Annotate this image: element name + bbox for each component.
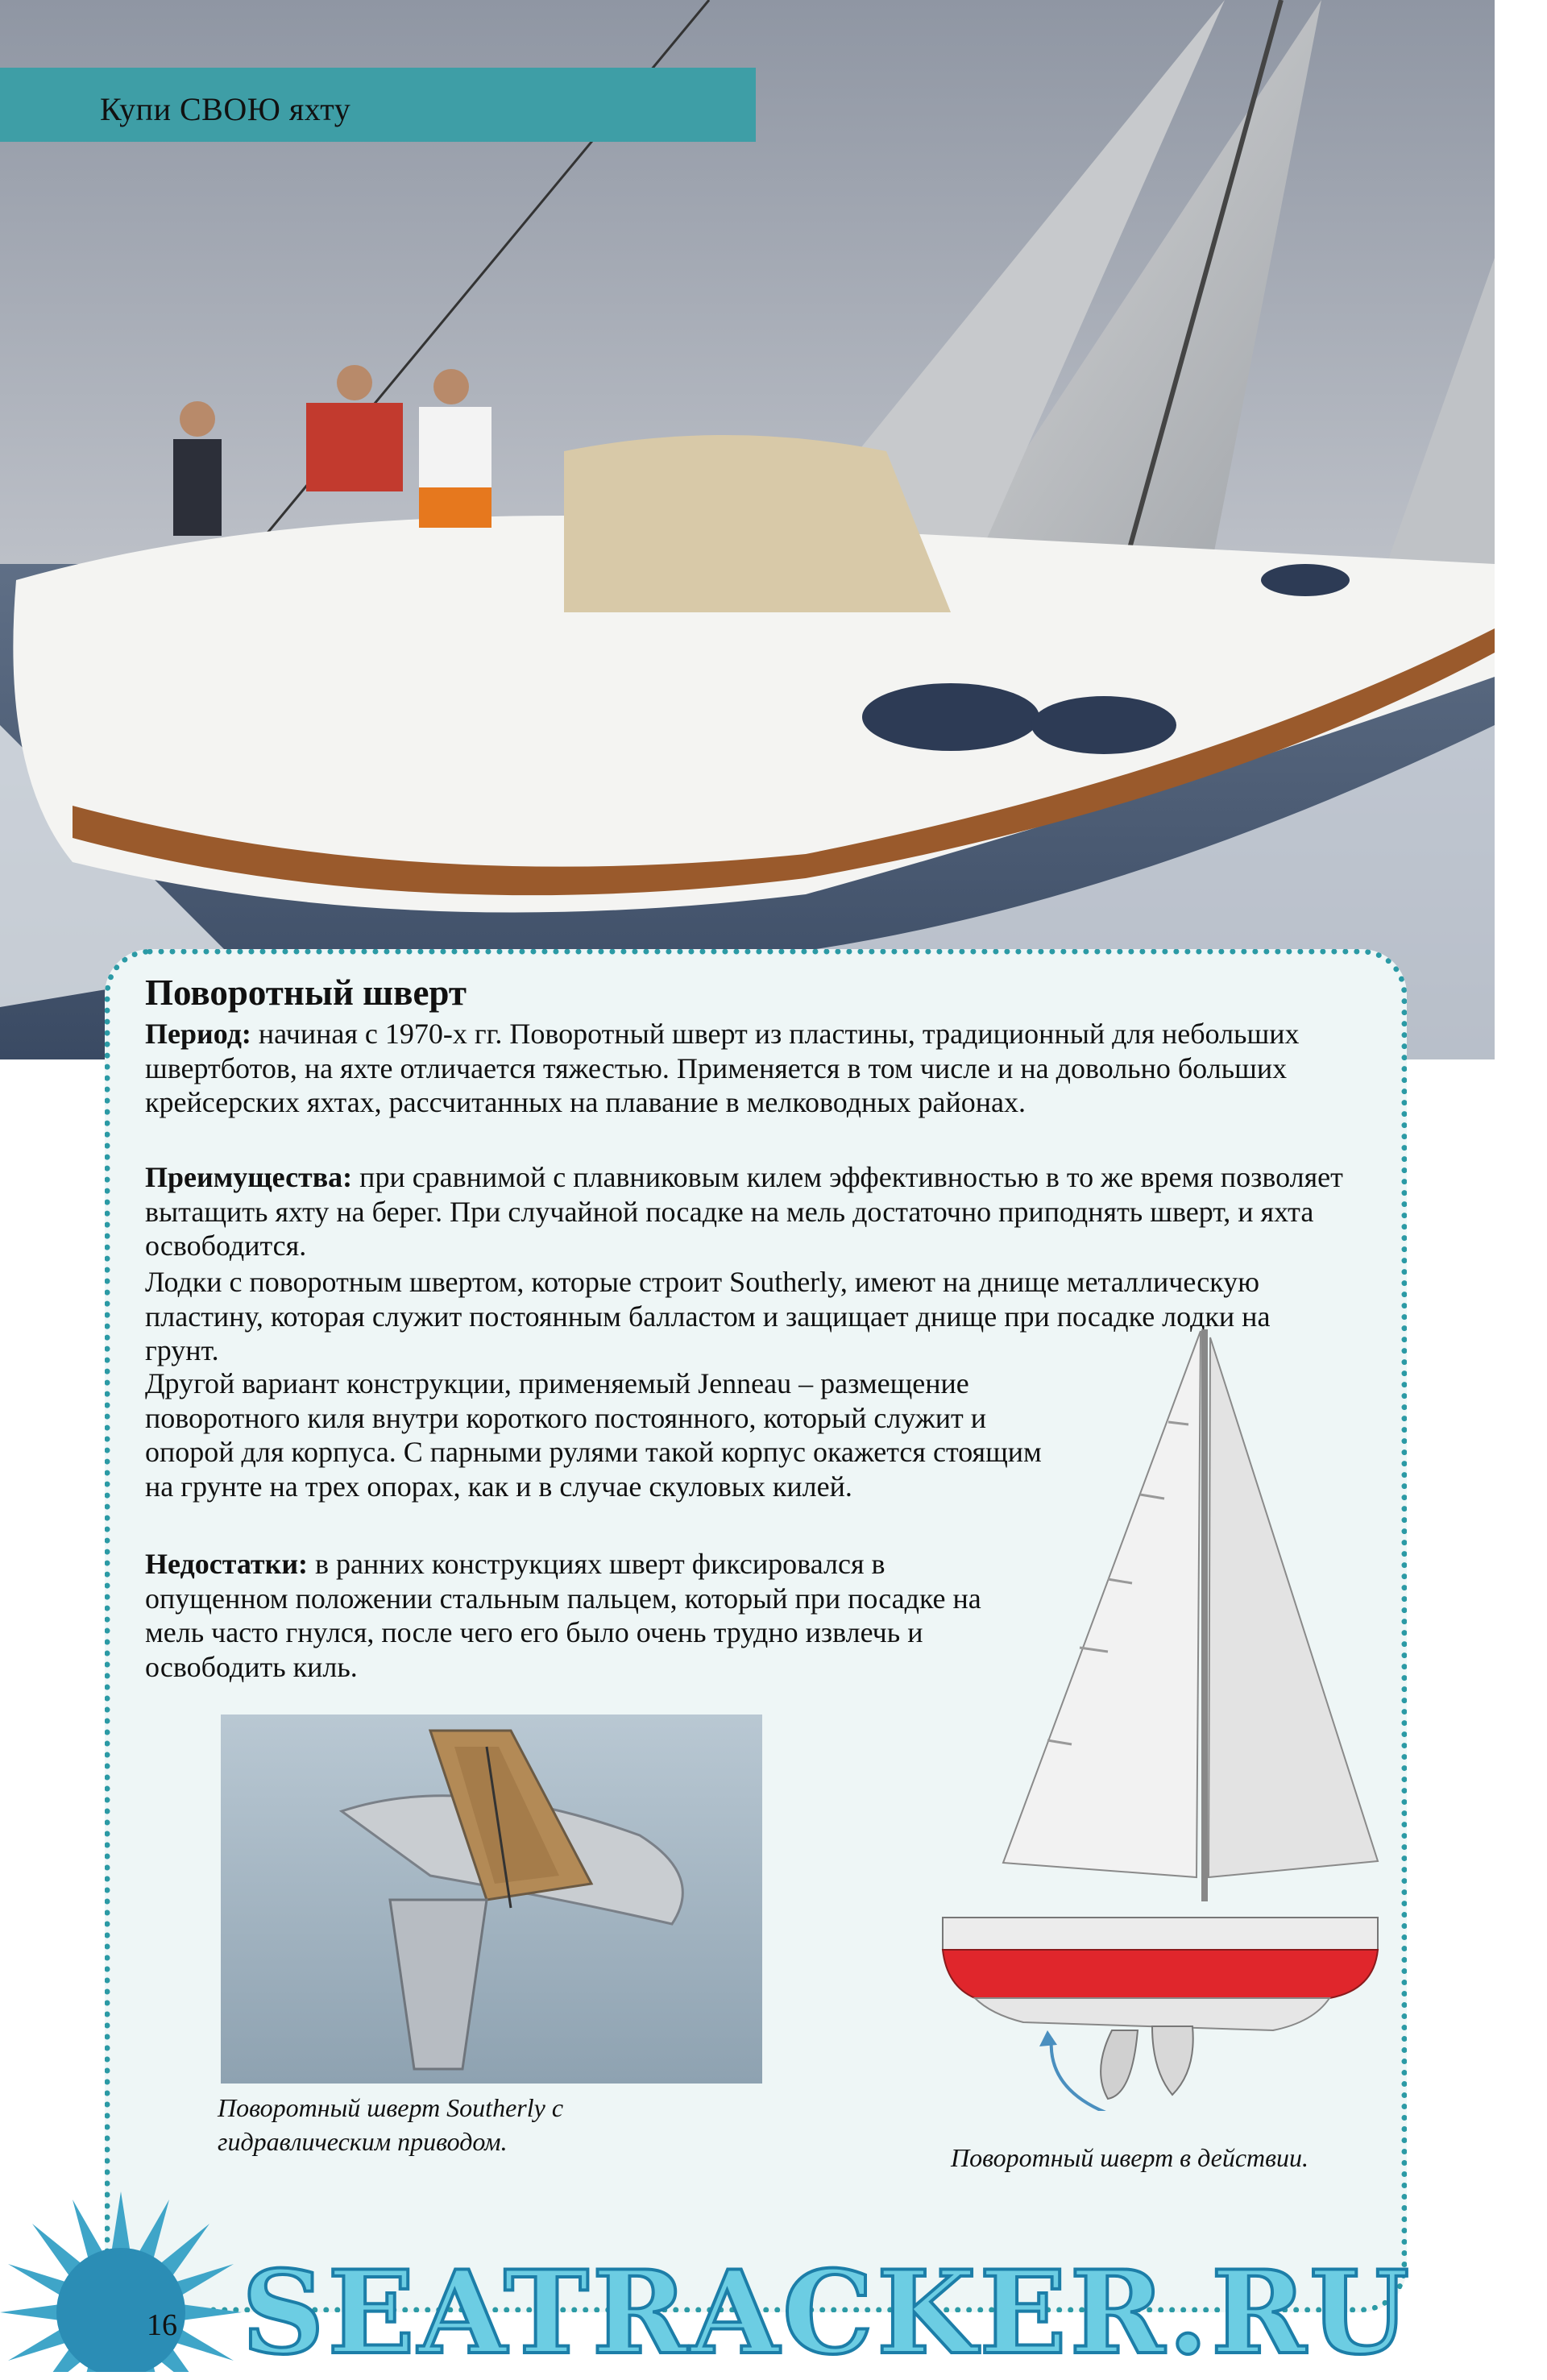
period-label: Период:	[145, 1018, 251, 1050]
left-caption-line1: Поворотный шверт Southerly с	[218, 2093, 564, 2122]
header-title: Купи СВОЮ яхту	[100, 91, 351, 127]
left-caption-line2: гидравлическим приводом.	[218, 2127, 508, 2156]
southerly-keel-figure	[221, 1715, 762, 2084]
jenneau-paragraph: Другой вариант конструкции, применяемый Jenneau – размещение поворотного киля внутри короткого постоянного, который служит и опорой для корпуса. С парными рулями такой корпус окажется стоящим на грунте на трех опорах, как и в случае скуловых килей.	[145, 1367, 1042, 1503]
period-text: начиная с 1970-х гг. Поворотный шверт из пластины, традиционный для небольших швертботов, на яхте отличается тяжестью. Применяется в том числе и на довольно больших крейсерских яхтах, рассчитанных на плавание в мелководных районах.	[145, 1018, 1300, 1118]
southerly-paragraph: Лодки с поворотным швертом, которые строит Southerly, имеют на днище металлическую пластину, которая служит постоянным балластом и защищает днище при посадке лодки на грунт.	[145, 1266, 1271, 1366]
disadvantages-label: Недостатки:	[145, 1548, 309, 1580]
sun-burst-icon	[0, 2191, 242, 2372]
section-title: Поворотный шверт	[145, 972, 467, 1013]
swing-keel-diagram	[927, 1321, 1394, 2111]
watermark-text: SEATRACKER.RU	[242, 2246, 1413, 2380]
disadvantages-paragraph	[145, 1547, 1015, 1684]
advantages-text: при сравнимой с плавниковым килем эффективностью в то же время позволяет вытащить яхту на берег. При случайной посадке на мель достаточно приподнять шверт, и яхта освободится.	[145, 1161, 1343, 1262]
page-number: 16	[147, 2308, 177, 2342]
disadvantages-text: в ранних конструкциях шверт фиксировался в опущенном положении стальным пальцем, который при посадке на мель часто гнулся, после чего его было очень трудно извлечь и освободить киль.	[145, 1548, 981, 1683]
advantages-paragraph	[145, 1160, 1354, 1263]
right-caption: Поворотный шверт в действии.	[951, 2143, 1309, 2172]
period-paragraph	[145, 1017, 1354, 1120]
advantages-label: Преимущества:	[145, 1161, 353, 1193]
yacht-photo	[0, 0, 1495, 1059]
